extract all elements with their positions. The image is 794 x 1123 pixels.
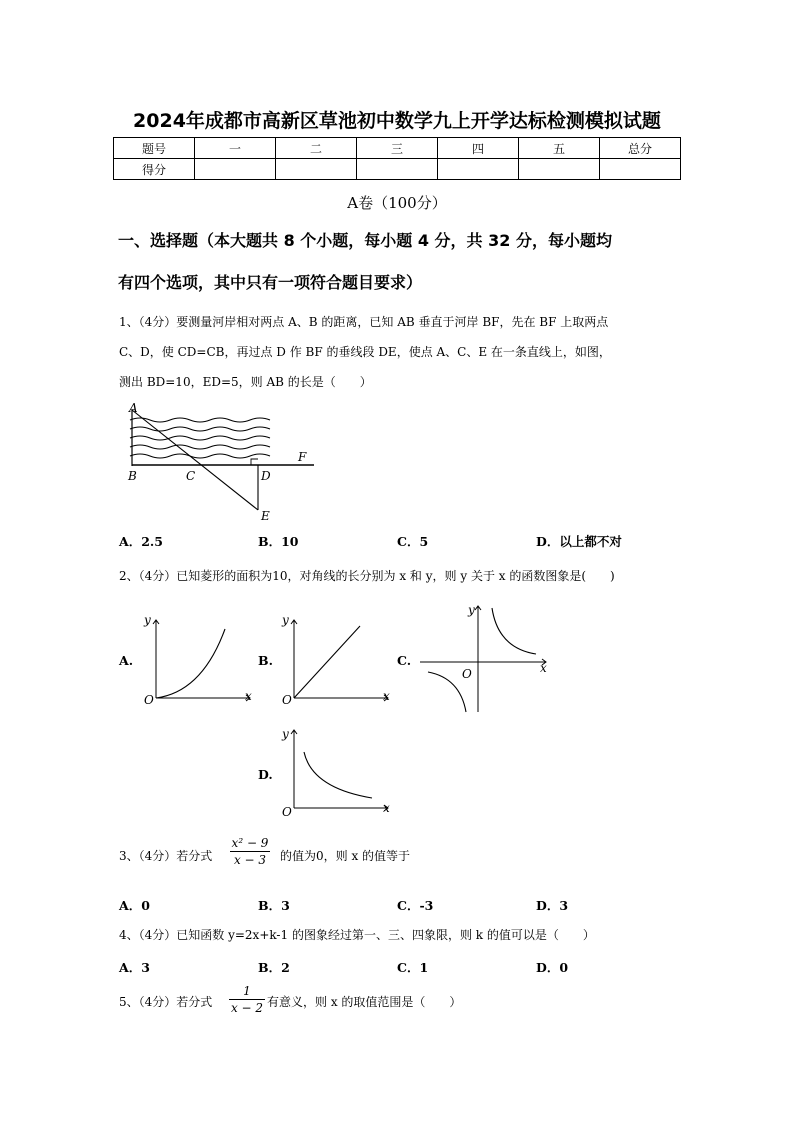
q1-line1: 1、（4分）要测量河岸相对两点 A、B 的距离，已知 AB 垂直于河岸 BF，先在 BF 上取两点 xyxy=(119,315,609,329)
fraction-bar xyxy=(229,999,265,1000)
q2-option-d-label: D. xyxy=(258,767,273,782)
q2-graph-a xyxy=(140,612,258,707)
q1-option-b: B．10 xyxy=(258,534,299,549)
axis-y-label: y xyxy=(282,613,289,627)
q3-denominator: x − 3 xyxy=(233,853,267,867)
score-row-label: 得分 xyxy=(114,159,195,180)
origin-label: O xyxy=(282,805,292,819)
score-table-header-row xyxy=(114,138,681,159)
curve-hyperbola-q3 xyxy=(428,672,466,712)
score-header-cell: 四 xyxy=(438,138,519,159)
q2-text: 2、（4分）已知菱形的面积为10，对角线的长分别为 x 和 y，则 y 关于 x 的函数图象是( ) xyxy=(119,569,615,583)
segment-ae xyxy=(132,410,258,510)
score-header-cell: 题号 xyxy=(114,138,195,159)
q5-suffix: 有意义，则 x 的取值范围是（ ） xyxy=(267,995,462,1009)
river-waves xyxy=(130,418,270,458)
origin-label: O xyxy=(282,693,292,707)
q3-suffix: 的值为0，则 x 的值等于 xyxy=(280,849,411,863)
right-angle-mark xyxy=(251,459,258,465)
origin-label: O xyxy=(462,667,472,681)
q3-option-a: A．0 xyxy=(119,898,150,913)
label-d: D xyxy=(261,469,271,483)
q1-river-figure xyxy=(118,398,328,526)
q4-option-a: A．3 xyxy=(119,960,150,975)
axis-y-label: y xyxy=(468,603,475,617)
fraction-bar xyxy=(230,851,270,852)
score-header-cell: 一 xyxy=(195,138,276,159)
q1-option-a: A．2.5 xyxy=(119,534,163,549)
q1-option-d: D．以上都不对 xyxy=(536,534,622,549)
axis-y-label: y xyxy=(282,727,289,741)
curve-parabola xyxy=(156,629,225,698)
q2-graph-d xyxy=(278,724,396,819)
q3-prefix: 3、（4分）若分式 xyxy=(119,849,213,863)
q2-option-b-label: B. xyxy=(258,653,273,668)
axis-x-label: x xyxy=(540,661,547,675)
q5-denominator: x − 2 xyxy=(230,1001,264,1015)
q1-line2: C、D，使 CD=CB，再过点 D 作 BF 的垂线段 DE，使点 A、C、E 在一条直线上，如图， xyxy=(119,345,611,359)
q5-fraction xyxy=(229,984,265,1015)
score-cell xyxy=(276,159,357,180)
q3-option-d: D．3 xyxy=(536,898,569,913)
q3-option-b: B．3 xyxy=(258,898,290,913)
q2-option-a-label: A. xyxy=(119,653,134,668)
score-cell xyxy=(195,159,276,180)
score-table-score-row xyxy=(114,159,681,180)
axis-x-label: x xyxy=(245,689,252,703)
axis-x-label: x xyxy=(383,801,390,815)
label-f: F xyxy=(298,450,307,464)
label-b: B xyxy=(128,469,137,483)
axis-y-label: y xyxy=(144,613,151,627)
q1-line3: 测出 BD=10，ED=5，则 AB 的长是（ ） xyxy=(119,375,372,389)
q4-option-b: B．2 xyxy=(258,960,290,975)
score-header-cell: 总分 xyxy=(600,138,681,159)
q3-option-c: C．-3 xyxy=(397,898,434,913)
q2-graph-c xyxy=(418,600,558,716)
section-heading-line1: 一、选择题（本大题共 8 个小题，每小题 4 分，共 32 分，每小题均 xyxy=(118,231,612,250)
label-e: E xyxy=(261,509,270,523)
q2-graph-b xyxy=(278,612,396,707)
page-title: 2024年成都市高新区草池初中数学九上开学达标检测模拟试题 xyxy=(133,110,661,132)
origin-label: O xyxy=(144,693,154,707)
q1-option-c: C．5 xyxy=(397,534,429,549)
q3-numerator: x² − 9 xyxy=(231,836,269,850)
score-cell xyxy=(519,159,600,180)
q4-option-c: C．1 xyxy=(397,960,429,975)
q3-fraction xyxy=(230,836,270,867)
section-subtitle: A卷（100分） xyxy=(347,194,447,212)
curve-hyperbola-q1 xyxy=(492,608,536,654)
q4-text: 4、（4分）已知函数 y=2x+k-1 的图象经过第一、三、四象限，则 k 的值可以是（ ） xyxy=(119,928,595,942)
score-header-cell: 五 xyxy=(519,138,600,159)
label-c: C xyxy=(186,469,196,483)
score-header-cell: 三 xyxy=(357,138,438,159)
q5-numerator: 1 xyxy=(243,984,251,998)
q4-option-d: D．0 xyxy=(536,960,569,975)
axis-x-label: x xyxy=(383,689,390,703)
section-heading-line2: 有四个选项，其中只有一项符合题目要求） xyxy=(118,273,423,292)
curve-hyperbola-positive xyxy=(304,752,372,798)
score-cell xyxy=(357,159,438,180)
q2-option-c-label: C. xyxy=(397,653,412,668)
score-header-cell: 二 xyxy=(276,138,357,159)
score-cell xyxy=(438,159,519,180)
score-cell xyxy=(600,159,681,180)
q5-prefix: 5、（4分）若分式 xyxy=(119,995,213,1009)
score-table xyxy=(113,137,681,180)
label-a: A xyxy=(129,401,138,415)
line-proportional xyxy=(294,626,360,698)
